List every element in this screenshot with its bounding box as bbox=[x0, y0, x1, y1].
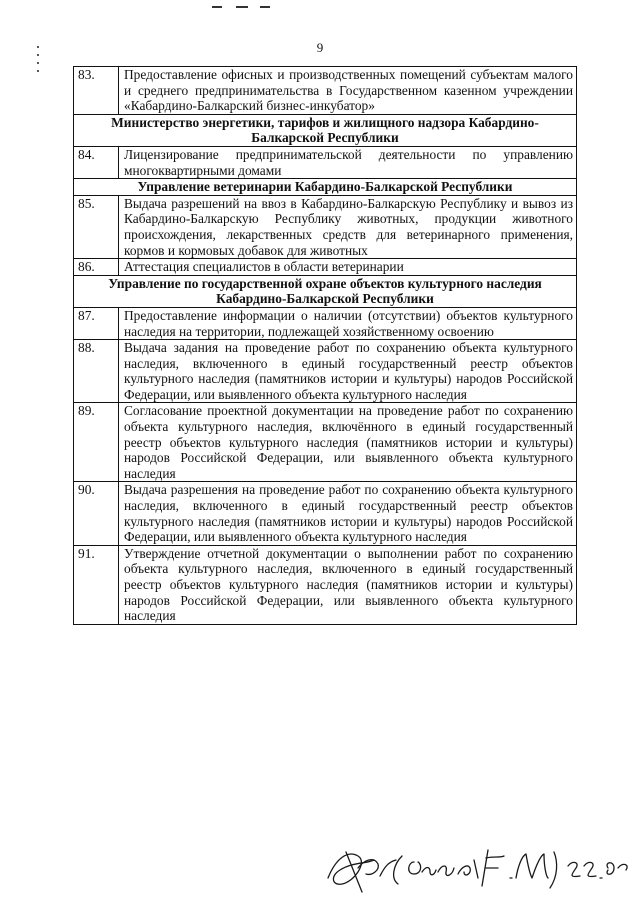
section-header: Управление по государственной охране объектов культурного наследия Кабардино-Балкарской Республики bbox=[74, 275, 577, 307]
item-number: 86. bbox=[74, 259, 119, 276]
item-description: Предоставление офисных и производственных помещений субъектам малого и среднего предпринимательства в Государственном казенном учреждении «Кабардино-Балкарский бизнес-инкубатор» bbox=[119, 67, 577, 115]
item-number: 91. bbox=[74, 545, 119, 624]
item-number: 89. bbox=[74, 403, 119, 482]
table-row bbox=[74, 403, 577, 482]
table-row bbox=[74, 195, 577, 258]
section-header-row bbox=[74, 179, 577, 196]
item-number: 85. bbox=[74, 195, 119, 258]
item-description: Утверждение отчетной документации о выполнении работ по сохранению объекта культурного наследия, включенного в единый государственный реестр объектов культурного наследия (памятников истории и культуры) народов Российской Федерации, или выявленного объекта культурного наследия bbox=[119, 545, 577, 624]
item-number: 88. bbox=[74, 340, 119, 403]
scan-artifact-marks bbox=[208, 4, 278, 10]
page-number: 9 bbox=[316, 40, 324, 55]
table-row bbox=[74, 340, 577, 403]
table-row bbox=[74, 67, 577, 115]
section-header-row bbox=[74, 114, 577, 146]
item-description: Лицензирование предпринимательской деятельности по управлению многоквартирными домами bbox=[119, 146, 577, 178]
signature-text: (Сахаев Ф.М.) 22.08.2018 bbox=[318, 838, 329, 839]
table-row bbox=[74, 146, 577, 178]
table-row bbox=[74, 307, 577, 339]
services-table bbox=[73, 66, 577, 625]
item-description: Выдача разрешения на проведение работ по сохранению объекта культурного наследия, включенного в единый государственный реестр объектов культурного наследия (памятников истории и культуры) народов Российской Федерации, или выявленного объекта культурного наследия bbox=[119, 482, 577, 545]
item-description: Согласование проектной документации на проведение работ по сохранению объекта культурного наследия, включённого в единый государственный реестр объектов культурного наследия (памятников истории и культуры) народов Российской Федерации, или выявленного объекта культурного наследия bbox=[119, 403, 577, 482]
item-description: Предоставление информации о наличии (отсутствии) объектов культурного наследия на территории, подлежащей хозяйственному освоению bbox=[119, 307, 577, 339]
table-row bbox=[74, 545, 577, 624]
table-row bbox=[74, 482, 577, 545]
item-description: Выдача разрешений на ввоз в Кабардино-Балкарскую Республику и вывоз из Кабардино-Балкарскую Республику животных, продукции животного происхождения, лекарственных средств для ветеринарного применения, кормов и кормовых добавок для животных bbox=[119, 195, 577, 258]
section-header: Управление ветеринарии Кабардино-Балкарской Республики bbox=[74, 179, 577, 196]
item-number: 84. bbox=[74, 146, 119, 178]
item-number: 87. bbox=[74, 307, 119, 339]
item-description: Выдача задания на проведение работ по сохранению объекта культурного наследия, включенного в единый государственный реестр объектов культурного наследия (памятников истории и культуры) народов Российской Федерации, или выявленного объекта культурного наследия bbox=[119, 340, 577, 403]
section-header: Министерство энергетики, тарифов и жилищного надзора Кабардино-Балкарской Республики bbox=[74, 114, 577, 146]
item-number: 83. bbox=[74, 67, 119, 115]
section-header-row bbox=[74, 275, 577, 307]
services-table-body bbox=[74, 67, 577, 625]
table-row bbox=[74, 259, 577, 276]
item-number: 90. bbox=[74, 482, 119, 545]
handwritten-signature bbox=[318, 838, 633, 900]
item-description: Аттестация специалистов в области ветеринарии bbox=[119, 259, 577, 276]
